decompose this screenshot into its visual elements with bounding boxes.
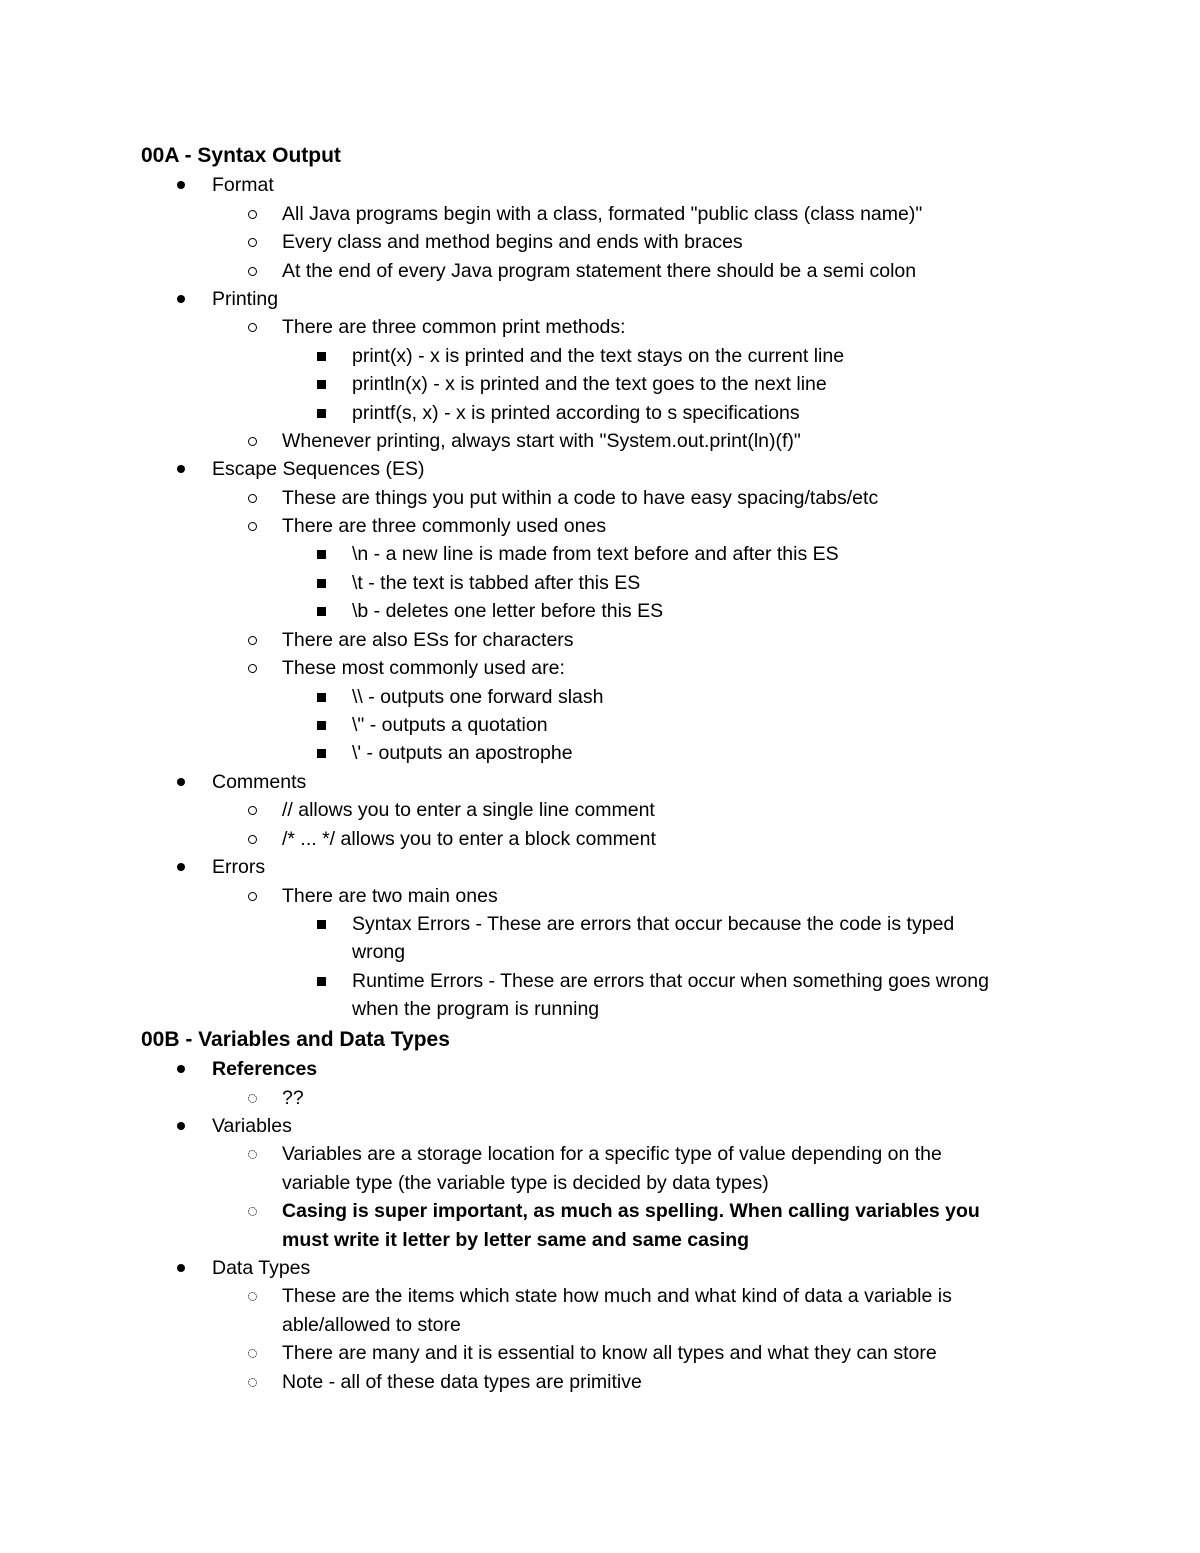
list-item-continuation: able/allowed to store <box>282 1314 461 1336</box>
hollow-bullet-icon <box>248 654 257 682</box>
hollow-bullet-icon <box>248 796 257 824</box>
list-item-data-types: Data Types <box>212 1254 310 1282</box>
square-bullet-icon <box>317 399 326 427</box>
list-item-continuation: must write it letter by letter same and same casing <box>282 1229 750 1251</box>
square-bullet-icon <box>317 569 326 597</box>
hollow-bullet-icon <box>248 484 257 512</box>
dotted-circle-bullet-icon <box>248 1084 257 1112</box>
section-a-title: 00A - Syntax Output <box>141 144 341 167</box>
bullet-icon <box>177 1254 185 1282</box>
dotted-circle-bullet-icon <box>248 1339 257 1367</box>
list-item: There are two main ones <box>282 882 498 910</box>
list-item: There are many and it is essential to know all types and what they can store <box>282 1339 937 1367</box>
list-item: Casing is super important, as much as spelling. When calling variables you <box>282 1197 980 1225</box>
hollow-bullet-icon <box>248 200 257 228</box>
list-item: These most commonly used are: <box>282 654 565 682</box>
dotted-circle-bullet-icon <box>248 1368 257 1396</box>
list-item-references: References <box>212 1055 317 1083</box>
list-item: ?? <box>282 1084 304 1112</box>
list-item: \t - the text is tabbed after this ES <box>352 569 640 597</box>
list-item: print(x) - x is printed and the text stays on the current line <box>352 342 844 370</box>
square-bullet-icon <box>317 597 326 625</box>
square-bullet-icon <box>317 683 326 711</box>
list-item-variables: Variables <box>212 1112 292 1140</box>
hollow-bullet-icon <box>248 427 257 455</box>
bullet-icon <box>177 1055 185 1083</box>
list-item: There are three common print methods: <box>282 313 626 341</box>
square-bullet-icon <box>317 910 326 938</box>
bullet-icon <box>177 768 185 796</box>
list-item-continuation: when the program is running <box>352 998 600 1020</box>
list-item: There are also ESs for characters <box>282 626 574 654</box>
square-bullet-icon <box>317 540 326 568</box>
bullet-icon <box>177 171 185 199</box>
list-item: These are things you put within a code to have easy spacing/tabs/etc <box>282 484 878 512</box>
list-item: /* ... */ allows you to enter a block comment <box>282 825 656 853</box>
list-item: \\ - outputs one forward slash <box>352 683 603 711</box>
list-item-format: Format <box>212 171 274 199</box>
list-item: \b - deletes one letter before this ES <box>352 597 663 625</box>
hollow-bullet-icon <box>248 825 257 853</box>
list-item: \' - outputs an apostrophe <box>352 739 573 767</box>
hollow-bullet-icon <box>248 626 257 654</box>
hollow-bullet-icon <box>248 228 257 256</box>
dotted-circle-bullet-icon <box>248 1140 257 1168</box>
list-item: There are three commonly used ones <box>282 512 606 540</box>
dotted-circle-bullet-icon <box>248 1197 257 1225</box>
list-item: Note - all of these data types are primitive <box>282 1368 642 1396</box>
list-item: \" - outputs a quotation <box>352 711 548 739</box>
hollow-bullet-icon <box>248 512 257 540</box>
hollow-bullet-icon <box>248 313 257 341</box>
hollow-bullet-icon <box>248 882 257 910</box>
square-bullet-icon <box>317 967 326 995</box>
list-item: Variables are a storage location for a specific type of value depending on the <box>282 1140 942 1168</box>
square-bullet-icon <box>317 370 326 398</box>
list-item-continuation: variable type (the variable type is decided by data types) <box>282 1172 769 1194</box>
list-item-escape-sequences: Escape Sequences (ES) <box>212 455 424 483</box>
list-item: Runtime Errors - These are errors that occur when something goes wrong <box>352 967 989 995</box>
section-b-title: 00B - Variables and Data Types <box>141 1028 450 1051</box>
square-bullet-icon <box>317 711 326 739</box>
list-item-continuation: wrong <box>352 941 406 963</box>
bullet-icon <box>177 1112 185 1140</box>
list-item: Every class and method begins and ends with braces <box>282 228 743 256</box>
list-item-errors: Errors <box>212 853 265 881</box>
list-item: printf(s, x) - x is printed according to s specifications <box>352 399 800 427</box>
list-item: println(x) - x is printed and the text goes to the next line <box>352 370 827 398</box>
square-bullet-icon <box>317 739 326 767</box>
bullet-icon <box>177 455 185 483</box>
bullet-icon <box>177 853 185 881</box>
bullet-icon <box>177 285 185 313</box>
list-item: // allows you to enter a single line comment <box>282 796 655 824</box>
list-item: Whenever printing, always start with "System.out.print(ln)(f)" <box>282 427 801 455</box>
dotted-circle-bullet-icon <box>248 1282 257 1310</box>
list-item-printing: Printing <box>212 285 278 313</box>
list-item-comments: Comments <box>212 768 306 796</box>
list-item: Syntax Errors - These are errors that occur because the code is typed <box>352 910 954 938</box>
square-bullet-icon <box>317 342 326 370</box>
hollow-bullet-icon <box>248 257 257 285</box>
list-item: At the end of every Java program statement there should be a semi colon <box>282 257 916 285</box>
list-item: These are the items which state how much and what kind of data a variable is <box>282 1282 952 1310</box>
list-item: \n - a new line is made from text before and after this ES <box>352 540 839 568</box>
list-item: All Java programs begin with a class, formated "public class (class name)" <box>282 200 922 228</box>
